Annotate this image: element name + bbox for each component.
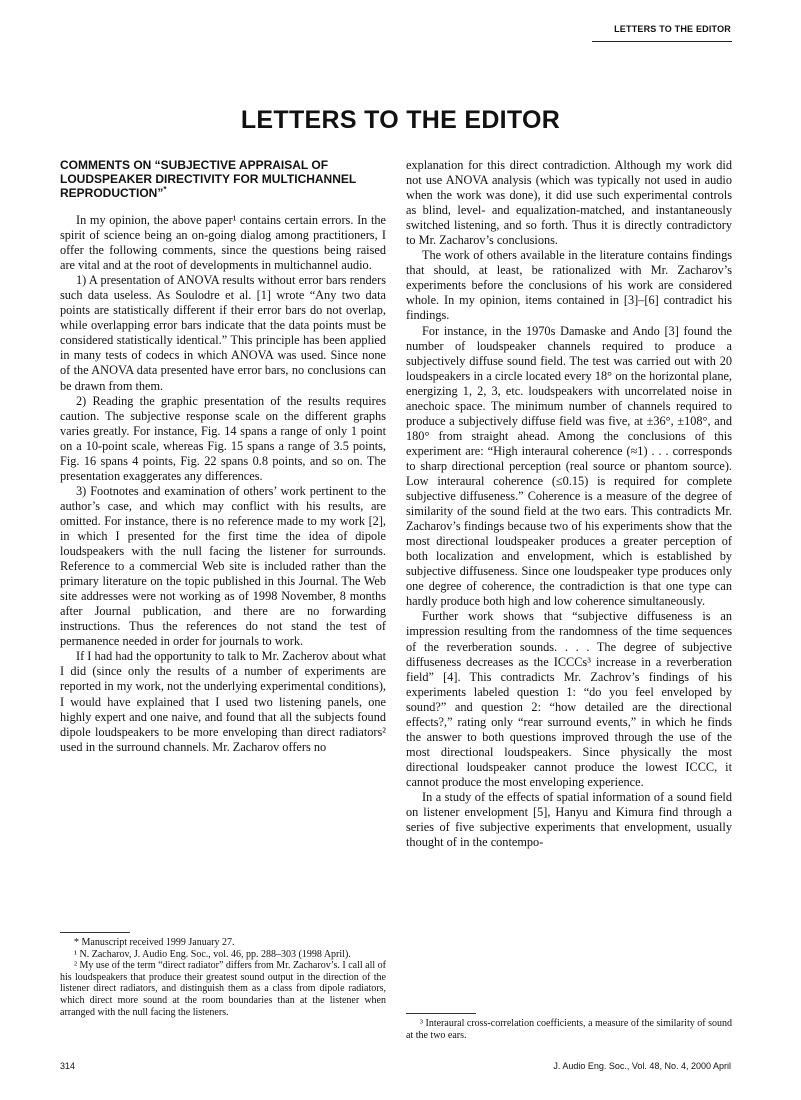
article-heading — [60, 158, 386, 200]
left-paragraph-3: 2) Reading the graphic presentation of the results requires caution. The subjective response scale on the different graphs varies greatly. For instance, Fig. 14 spans a range of only 1 point on a 10-point scale, whereas Fig. 15 spans a range of 3.5 points, Fig. 16 spans 4 points, Fig. 22 spans 0.8 points, and so on. The presentation exaggerates any differences. — [60, 393, 386, 483]
footnote-1: ¹ N. Zacharov, J. Audio Eng. Soc., vol. 46, pp. 288–303 (1998 April). — [74, 948, 351, 960]
page-number: 314 — [60, 1061, 76, 1071]
heading-footnote-mark: * — [163, 185, 167, 194]
footnotes-right — [406, 1018, 732, 1041]
left-paragraph-2: 1) A presentation of ANOVA results without error bars renders such data useless. As Soulodre et al. [1] wrote “Any two data points are statistically different if their error bars do not overlap, while overlapping error bars indicate that the data points must be considered statistically identical.” This principle has been applied in many tests of codecs in which ANOVA was used. Since none of the ANOVA data presented have error bars, no conclusions can be drawn from them. — [60, 273, 386, 393]
article-heading-text: COMMENTS ON “SUBJECTIVE APPRAISAL OF LOUDSPEAKER DIRECTIVITY FOR MULTICHANNEL REPRODUCTION” — [60, 158, 357, 200]
right-paragraph-2: The work of others available in the literature contains findings that should, at least, be rationalized with Mr. Zacharov’s experiments before the conclusions of his work are considered whole. In my opinion, items contained in [3]–[6] contradict his findings. — [406, 248, 732, 323]
left-paragraph-1: In my opinion, the above paper¹ contains certain errors. In the spirit of science being an on-going dialog among practitioners, I offer the following comments, since the questions being raised are vital and at the root of developments in multichannel audio. — [60, 213, 386, 273]
footnote-manuscript: * Manuscript received 1999 January 27. — [74, 937, 235, 948]
running-head-rule — [592, 41, 732, 42]
right-column — [406, 158, 732, 850]
footnote-rule-left — [60, 932, 130, 933]
footnote-2: ² My use of the term “direct radiator” differs from Mr. Zacharov’s. I call all of his loudspeakers that produce their greatest sound output in the direction of the listener direct radiators, and distinguish them as a class from dipole radiators, which direct more sound at the room boundaries than at the listener when arranged with the null facing the listeners. — [60, 960, 386, 1018]
left-paragraph-4: 3) Footnotes and examination of others’ work pertinent to the author’s case, and which may conflict with his results, are omitted. For instance, there is no reference made to my work [2], in which I presented for the first time the idea of dipole loudspeakers with the null facing the listener for surrounds. Reference to a commercial Web site is included rather than the primary literature on the topic published in this Journal. The Web site addresses were not working as of 1998 November, 8 months after Journal publication, and there are no forwarding instructions. Thus the references do not stand the test of permanence needed in order for journals to work. — [60, 483, 386, 649]
page-title: LETTERS TO THE EDITOR — [240, 106, 561, 134]
journal-reference: J. Audio Eng. Soc., Vol. 48, No. 4, 2000 April — [553, 1061, 731, 1071]
right-paragraph-4: Further work shows that “subjective diffuseness is an impression resulting from the randomness of the time sequences of the reverberation sounds. . . . The degree of subjective diffuseness decreases as the ICCCs³ increase in a reverberation field” [4]. This contradicts Mr. Zachrov’s findings of his experiments labeled question 1: “do you feel enveloped by sound?” and question 2: “how detailed are the directional effects?,” rating only “rear surround events,” in which he finds the answer to both questions improved through the use of the most directional loudspeakers. Since physically the most directional loudspeaker cannot produce the lowest ICCC, it cannot produce the most enveloping experience. — [406, 609, 732, 789]
left-paragraph-5: If I had had the opportunity to talk to Mr. Zacherov about what I did (since only the results of a number of experiments are reported in my work, not the underlying experimental conditions), I would have explained that I used two listening panels, one highly expert and one naive, and found that all the subjects found dipole loudspeakers to be more enveloping than direct radiators² used in the surround channels. Mr. Zacharov offers no — [60, 649, 386, 754]
footnotes-left — [60, 937, 386, 1018]
footnote-rule-right — [406, 1013, 476, 1014]
left-column — [60, 158, 386, 755]
running-head: LETTERS TO THE EDITOR — [614, 24, 731, 34]
right-paragraph-3: For instance, in the 1970s Damaske and Ando [3] found the number of loudspeaker channels required to produce a subjectively diffuse sound field. The test was carried out with 20 loudspeakers in a circle located every 18° on the horizontal plane, energizing 1, 2, 3, etc. loudspeakers with uncorrelated noise in anechoic space. The minimum number of channels required to produce a subjectively diffuse field was five, at ±36°, ±108°, and 180° from straight ahead. Among the conclusions of this experiment are: “High interaural coherence (≈1) . . . corresponds to sharp directional perception (real source or phantom source). Low interaural coherence (≤0.15) is required for complete subjective diffuseness.” Coherence is a measure of the degree of similarity of the sound field at the two ears. This contradicts Mr. Zacharov’s findings because two of his experiments show that the most directional loudspeaker produces a greater perception of both localization and envelopment, which is established by subjective diffuseness. Since one loudspeaker type produces only one degree of coherence, the contradiction is that one type can hardly produce both high and low coherence simultaneously. — [406, 323, 732, 609]
right-paragraph-5: In a study of the effects of spatial information of a sound field on listener envelopment [5], Hanyu and Kimura find through a series of five subjective experiments that envelopment, usually thought of in the contempo- — [406, 789, 732, 850]
footnote-3: ³ Interaural cross-correlation coefficients, a measure of the similarity of sound at the two ears. — [406, 1018, 732, 1041]
right-paragraph-1: explanation for this direct contradiction. Although my work did not use ANOVA analysis (which was typically not used in audio when the work was done), it did use such experimental controls as blind, level- and equalization-matched, and instantaneously switched listening, and so forth. Thus it is directly contradictory to Mr. Zacharov’s conclusions. — [406, 158, 732, 248]
